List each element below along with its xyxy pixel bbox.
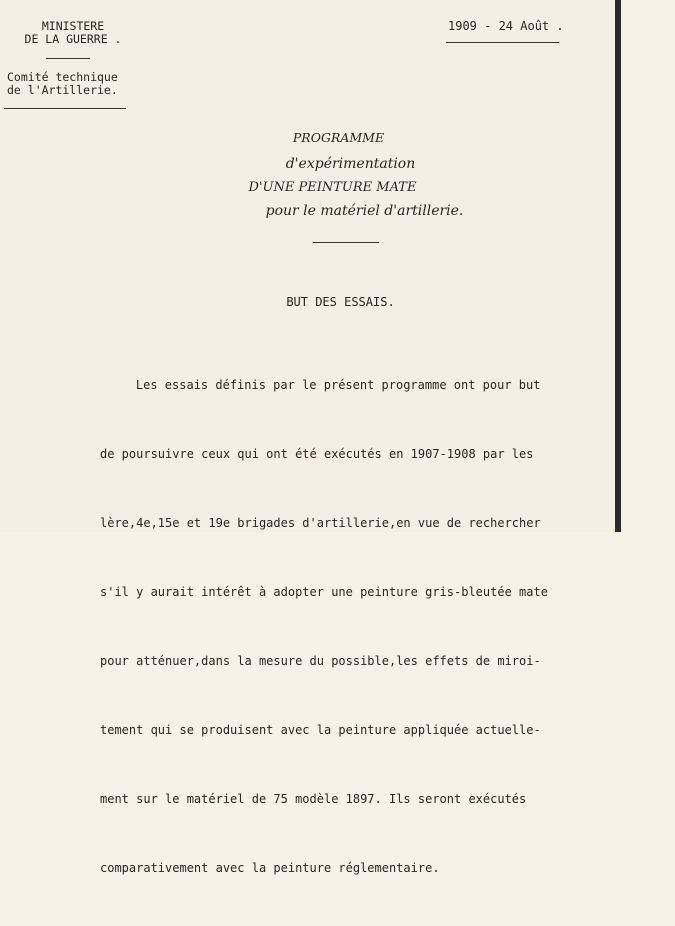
committee-line-1: Comité technique xyxy=(7,70,118,84)
body-line: de poursuivre ceux qui ont été exécutés en 1907-1908 par les xyxy=(100,447,534,461)
body-line: tement qui se produisent avec la peinture appliquée actuelle- xyxy=(100,723,541,737)
title-materiel: pour le matériel d'artillerie. xyxy=(265,203,464,219)
title-rule xyxy=(313,242,379,243)
header-rule-left xyxy=(4,108,126,109)
body-line: comparativement avec la peinture réglementaire. xyxy=(100,861,440,875)
body-line: ment sur le matériel de 75 modèle 1897. Ils seront exécutés xyxy=(100,792,527,806)
title-experimentation: d'expérimentation xyxy=(285,156,416,172)
body-line: lère,4e,15e et 19e brigades d'artillerie,en vue de rechercher xyxy=(100,516,541,530)
body-paragraph xyxy=(100,328,607,926)
body-line: pour atténuer,dans la mesure du possible,les effets de miroi- xyxy=(100,654,541,668)
section-heading: BUT DES ESSAIS. xyxy=(286,295,395,309)
committee-label xyxy=(7,71,118,97)
committee-line-2: de l'Artillerie. xyxy=(7,83,118,97)
ministry-line-1: MINISTERE xyxy=(41,19,105,33)
title-peinture-mate: D'UNE PEINTURE MATE xyxy=(248,180,417,195)
body-line: Les essais définis par le présent programme ont pour but xyxy=(107,378,541,392)
scan-edge xyxy=(615,0,621,532)
document-date: 1909 - 24 Août . xyxy=(448,19,564,33)
ministry-header xyxy=(0,20,140,46)
date-rule xyxy=(446,42,559,43)
body-line: s'il y aurait intérêt à adopter une peinture gris-bleutée mate xyxy=(100,585,548,599)
ministry-line-2: DE LA GUERRE . xyxy=(24,32,122,46)
header-rule-short xyxy=(46,58,90,59)
title-programme: PROGRAMME xyxy=(292,130,385,145)
